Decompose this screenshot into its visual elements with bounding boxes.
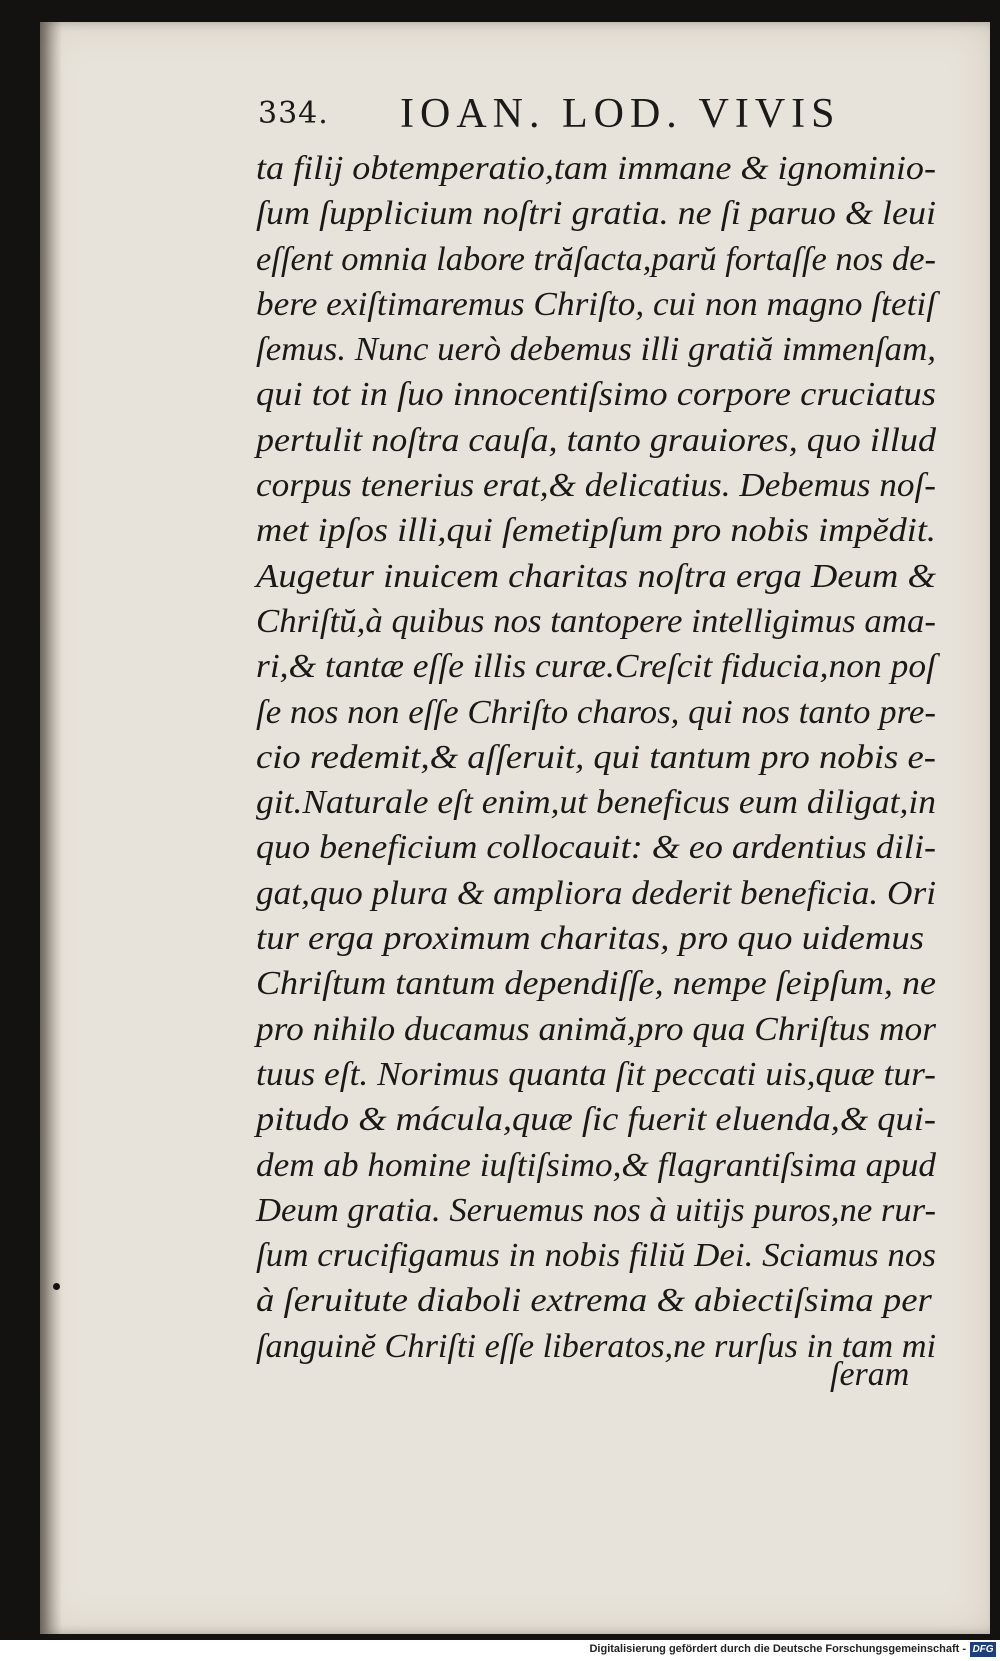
- footer-bar: [0, 1640, 1000, 1661]
- text-line: git.Naturale eſt enim,ut beneficus eum diligat,in: [256, 784, 937, 822]
- text-line: Chriſtŭ,à quibus nos tantopere intelligimus ama-: [256, 602, 936, 640]
- margin-mark: [53, 1283, 60, 1290]
- text-line: ſanguinĕ Chriſti eſſe liberatos,ne rurſus in tam mi: [256, 1327, 936, 1365]
- text-line: pro nihilo ducamus animă,pro qua Chriſtus mor: [256, 1010, 936, 1048]
- text-line: qui tot in ſuo innocentiſsimo corpore cruciatus: [256, 376, 936, 414]
- body-text: [256, 146, 956, 1369]
- text-line: Chriſtum tantum dependiſſe, nempe ſeipſum, ne: [256, 965, 936, 1003]
- text-line: ſum crucifigamus in nobis filiŭ Dei. Sciamus nos: [256, 1237, 936, 1275]
- funding-credit: Digitalisierung gefördert durch die Deutsche Forschungsgemeinschaft -: [589, 1643, 966, 1655]
- text-line: ſemus. Nunc uerò debemus illi gratiă immenſam,: [256, 331, 936, 369]
- text-line: pertulit noſtra cauſa, tanto grauiores, quo illud: [256, 421, 936, 459]
- running-title: IOAN. LOD. VIVIS: [400, 91, 841, 137]
- gutter-shadow: [40, 22, 62, 1634]
- text-line: cio redemit,& aſſeruit, qui tantum pro nobis e-: [256, 738, 936, 776]
- catchword: ſeram: [830, 1356, 910, 1393]
- text-line: Augetur inuicem charitas noſtra erga Deum &: [256, 557, 936, 595]
- text-line: corpus tenerius erat,& delicatius. Debemus noſ-: [256, 467, 936, 505]
- text-line: pitudo & mácula,quæ ſic fuerit eluenda,& qui-: [256, 1101, 936, 1139]
- text-line: tuus eſt. Norimus quanta ſit peccati uis,quæ tur-: [256, 1055, 936, 1093]
- text-line: ri,& tantæ eſſe illis curæ.Creſcit fiducia,non poſ: [256, 648, 936, 686]
- text-line: ta filij obtemperatio,tam immane & ignominio-: [256, 150, 937, 187]
- text-line: Deum gratia. Seruemus nos à uitijs puros,ne rur-: [256, 1191, 936, 1229]
- running-head: [250, 88, 890, 138]
- page-number: 334.: [258, 96, 329, 131]
- dfg-logo-icon: DFG: [970, 1642, 996, 1657]
- text-line: dem ab homine iuſtiſsimo,& flagrantiſsima apud: [256, 1146, 936, 1184]
- text-line: gat,quo plura & ampliora dederit beneficia. Ori: [256, 874, 936, 912]
- text-line: ſum ſupplicium noſtri gratia. ne ſi paruo & leui: [256, 195, 936, 233]
- text-line: bere exiſtimaremus Chriſto, cui non magno ſtetiſ: [256, 285, 937, 323]
- text-line: à ſeruitute diaboli extrema & abiectiſsima per: [256, 1282, 932, 1320]
- text-line: ſe nos non eſſe Chriſto charos, qui nos tanto pre-: [256, 693, 936, 731]
- text-line: met ipſos illi,qui ſemetipſum pro nobis impĕdit.: [256, 512, 936, 550]
- text-line: quo beneficium collocauit: & eo ardentius dili-: [256, 829, 936, 867]
- text-line: tur erga proximum charitas, pro quo uidemus: [256, 920, 925, 958]
- text-line: eſſent omnia labore trăſacta,parŭ fortaſſe nos de-: [256, 240, 937, 278]
